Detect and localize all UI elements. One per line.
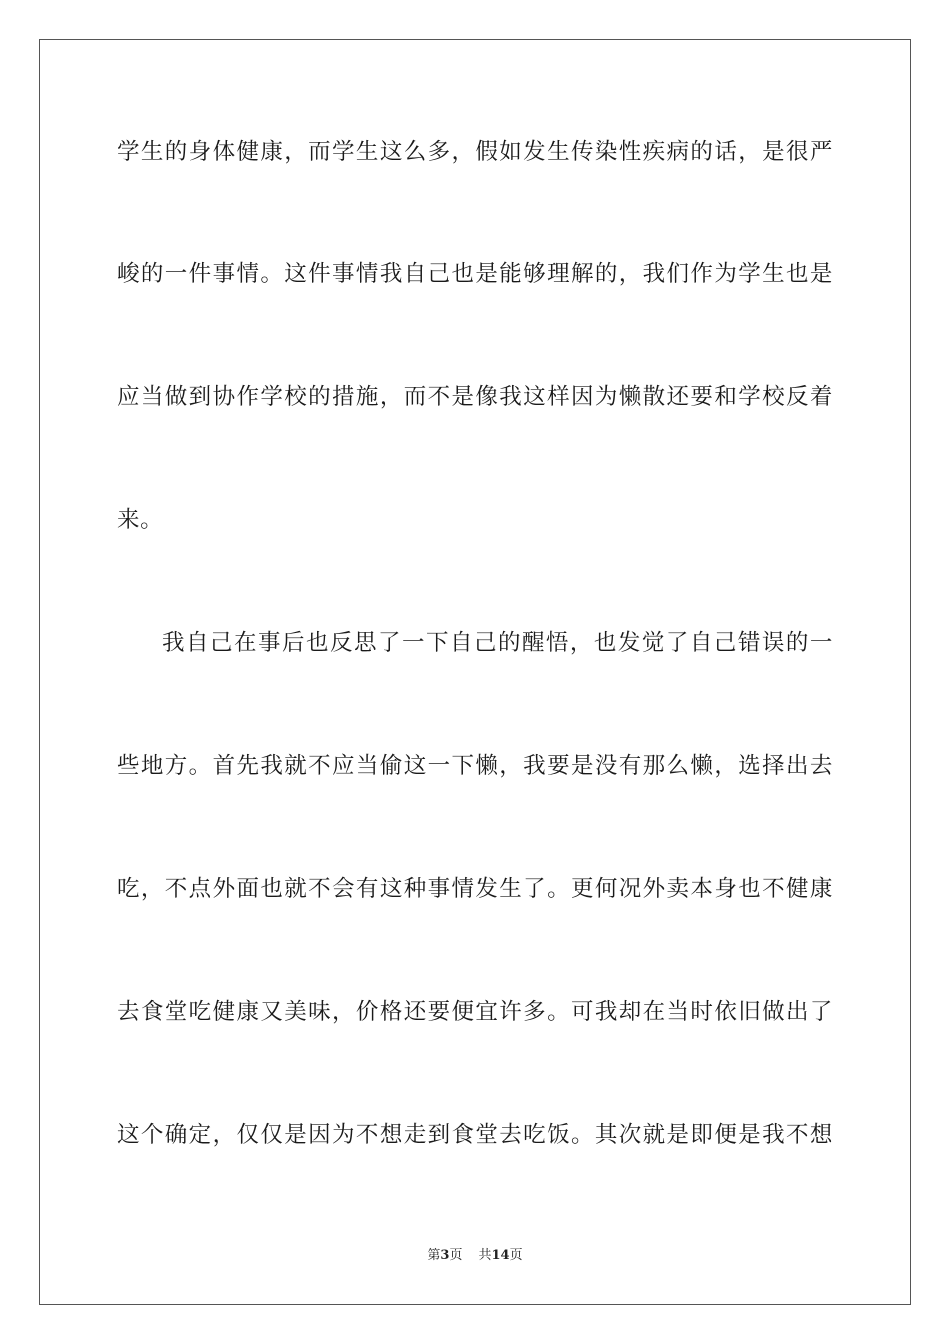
text-line-2: 峻的一件事情。这件事情我自己也是能够理解的，我们作为学生也是	[117, 261, 833, 287]
text-line-1: 学生的身体健康，而学生这么多，假如发生传染性疾病的话，是很严	[117, 139, 833, 165]
text-line-6: 些地方。首先我就不应当偷这一下懒，我要是没有那么懒，选择出去	[117, 753, 833, 779]
text-line-7: 吃，不点外面也就不会有这种事情发生了。更何况外卖本身也不健康	[117, 876, 833, 902]
footer-total-suffix: 页	[509, 1248, 523, 1263]
text-line-3: 应当做到协作学校的措施，而不是像我这样因为懒散还要和学校反着	[117, 384, 833, 410]
footer-page-prefix: 第	[427, 1248, 441, 1263]
page-footer	[0, 1247, 950, 1265]
page-border	[39, 39, 911, 1305]
footer-total-prefix: 共	[478, 1248, 492, 1263]
footer-page-suffix: 页	[449, 1248, 463, 1263]
text-line-8: 去食堂吃健康又美味，价格还要便宜许多。可我却在当时依旧做出了	[117, 999, 833, 1025]
footer-page-current: 3	[440, 1248, 450, 1263]
text-line-4: 来。	[117, 507, 164, 533]
text-line-9: 这个确定，仅仅是因为不想走到食堂去吃饭。其次就是即便是我不想	[117, 1122, 833, 1148]
footer-page-total: 14	[491, 1248, 510, 1263]
text-line-5: 我自己在事后也反思了一下自己的醒悟，也发觉了自己错误的一	[162, 630, 833, 656]
